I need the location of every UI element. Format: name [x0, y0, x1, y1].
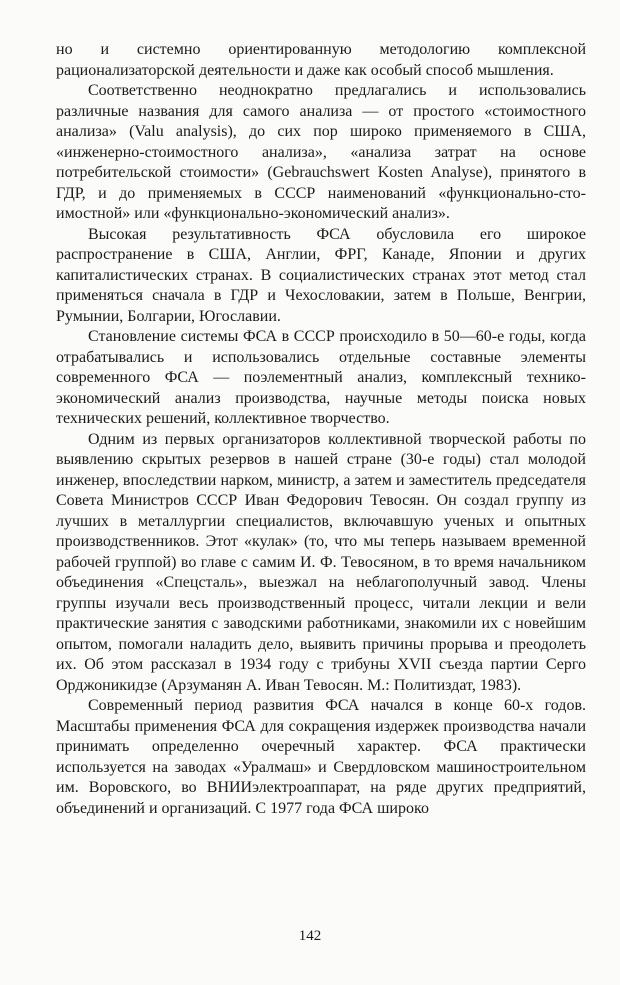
paragraph-tevosyan: Одним из первых организаторов коллективной творческой работы по выявлению скрытых резервов в нашей стране (30-е годы) стал молодой инженер, впоследствии нарком, министр, а затем и заместитель председателя Совета Министров СССР Иван Федорович Тевосян. Он создал группу из лучших в металлургии специалистов, включавшую ученых и опытных производственников. Этот «кулак» (то, что мы теперь называем временной рабочей группой) во главе с самим И. Ф. Тевосяном, в то время начальником объединения «Спецсталь», выезжал на неблагополучный завод. Члены группы изучали весь производственный процесс, читали лекции и вели практические занятия с заводскими работниками, знакомили их с новейшим опытом, помогали наладить дело, выявить причины прорыва и преодолеть их. Об этом рассказал в 1934 году с трибуны XVII съезда партии Серго Орджоникидзе (Арзуманян А. Иван Тевосян. М.: Политиздат, 1983). — [56, 430, 586, 694]
paragraph-modern-period: Современный период развития ФСА начался в конце 60-х годов. Масштабы применения ФСА для сокращения издержек производства начали принимать определенно очеречный характер. ФСА практически используется на заводах «Уралмаш» и Свердловском машиностроительном им. Воровского, во ВНИИэлектроаппарат, на ряде других предприятий, объединений и организаций. С 1977 года ФСА широко — [56, 697, 586, 817]
paragraph-ussr-formation: Становление системы ФСА в СССР происходило в 50—60-е годы, когда отрабатывались и использовались отдельные составные элементы современного ФСА — поэлементный анализ, комплексный технико-экономический анализ производства, научные методы поиска новых технических решений, коллективное творчество. — [56, 328, 586, 427]
paragraph-spread: Высокая результативность ФСА обусловила его широкое распространение в США, Англии, ФРГ, Канаде, Японии и других капиталистических странах. В социалистических странах этот метод стал применяться сначала в ГДР и Чехословакии, затем в Польше, Венгрии, Румынии, Болгарии, Югославии. — [56, 225, 586, 325]
page-number: 142 — [298, 928, 322, 944]
body-text — [56, 40, 586, 819]
paragraph-analysis-names: Соответственно неоднократно предлагались и использовались различные названия для самого анализа — от простого «стоимостного анализа» (Valu analysis), до сих пор широко применяемого в США, «инженерно-стоимостного анализа», «анализа затрат на основе потребительской стоимости» (Gebrauchswert Kosten Analyse), принятого в ГДР, и до применяемых в СССР наименований «функционально-стоимостной» или «функционально-экономический анализ». — [56, 82, 586, 222]
paragraph-continuation: но и системно ориентированную методологию комплексной рационализаторской деятельности и даже как особый способ мышления. — [56, 41, 586, 79]
